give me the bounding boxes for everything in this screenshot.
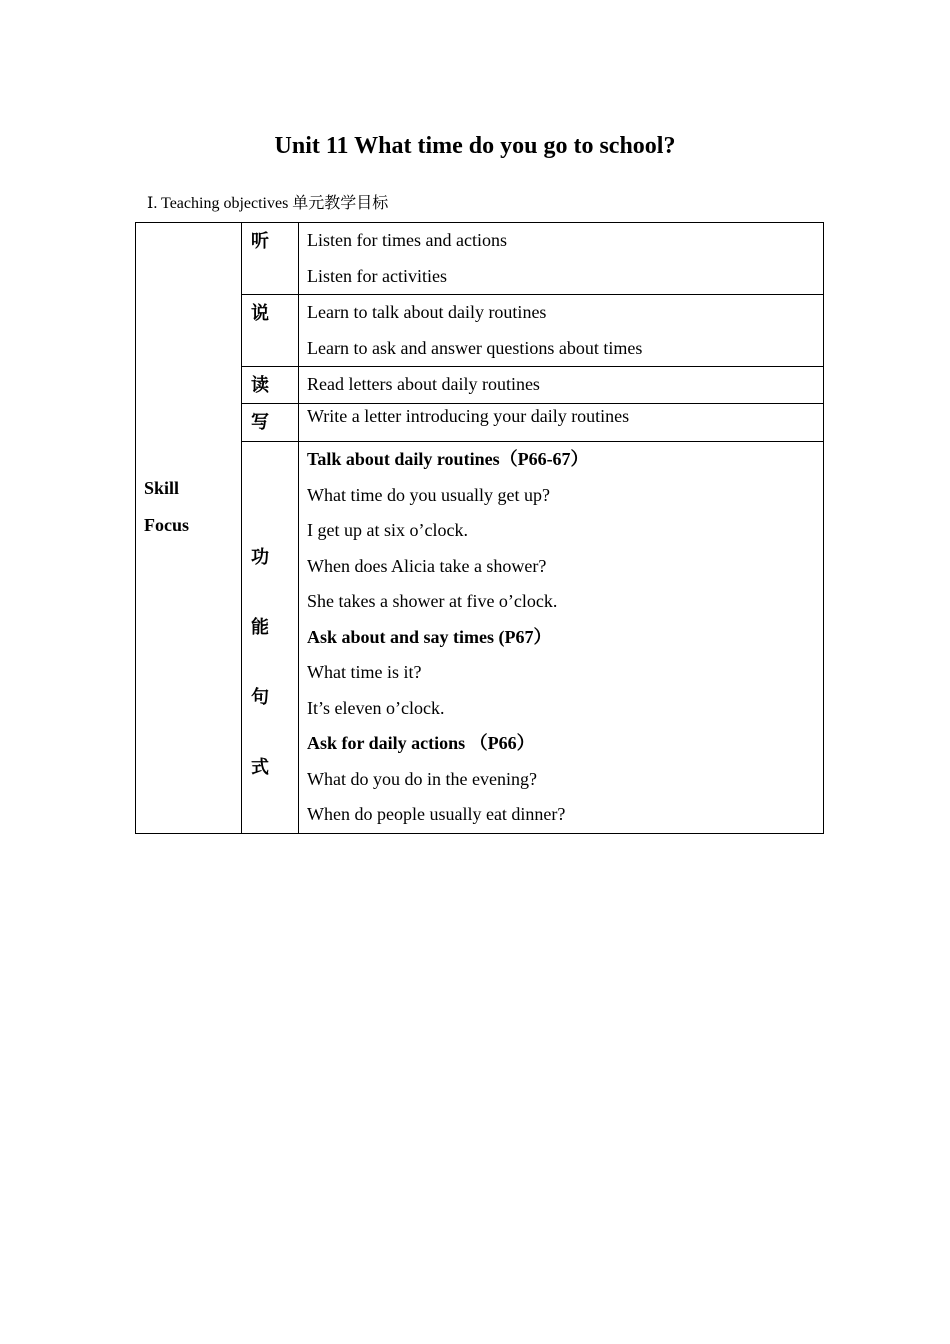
- type-label: 功: [251, 547, 269, 567]
- list-item: She takes a shower at five o’clock.: [307, 591, 558, 611]
- type-label: 读: [251, 375, 269, 395]
- content-cell-listening: [299, 223, 824, 295]
- type-cell-speaking: [242, 295, 299, 367]
- objectives-table: [135, 222, 824, 834]
- document-title: Unit 11 What time do you go to school?: [274, 133, 676, 159]
- list-item: What do you do in the evening?: [307, 768, 537, 789]
- list-item: What time is it?: [307, 662, 422, 682]
- list-item: When does Alicia take a shower?: [307, 555, 547, 576]
- list-item: When do people usually eat dinner?: [307, 804, 566, 824]
- type-cell-writing: [242, 404, 299, 442]
- type-label: 说: [251, 303, 269, 323]
- list-item: Ask about and say times (P67）: [307, 626, 552, 647]
- skill-label: Skill: [144, 477, 180, 498]
- list-item: Learn to talk about daily routines: [307, 302, 547, 322]
- type-label: 句: [251, 687, 269, 707]
- type-cell-listening: [242, 223, 299, 295]
- list-item: Listen for activities: [307, 265, 447, 286]
- list-item: Ask for daily actions （P66）: [307, 733, 535, 753]
- list-item: What time do you usually get up?: [307, 484, 550, 505]
- type-label: 能: [251, 617, 269, 637]
- content-cell-speaking: [299, 295, 824, 367]
- type-label: 式: [251, 757, 269, 777]
- list-item: Listen for times and actions: [307, 230, 507, 250]
- list-item: Write a letter introducing your daily routines: [307, 406, 630, 426]
- table-row: [136, 223, 824, 295]
- section-heading: Ⅰ. Teaching objectives 单元教学目标: [147, 195, 389, 212]
- type-label: 听: [251, 231, 269, 251]
- list-item: I get up at six o’clock.: [307, 520, 468, 540]
- content-cell-functions: [299, 442, 824, 834]
- content-cell-reading: [299, 367, 824, 404]
- type-label: 写: [251, 412, 269, 432]
- list-item: It’s eleven o’clock.: [307, 697, 445, 718]
- list-item: Learn to ask and answer questions about times: [307, 337, 643, 358]
- list-item: Read letters about daily routines: [307, 374, 540, 394]
- focus-label: Focus: [144, 514, 189, 535]
- skill-focus-cell: [136, 223, 242, 834]
- type-cell-reading: [242, 367, 299, 404]
- list-item: Talk about daily routines（P66-67）: [307, 449, 589, 469]
- content-cell-writing: [299, 404, 824, 442]
- type-cell-functions: [242, 442, 299, 834]
